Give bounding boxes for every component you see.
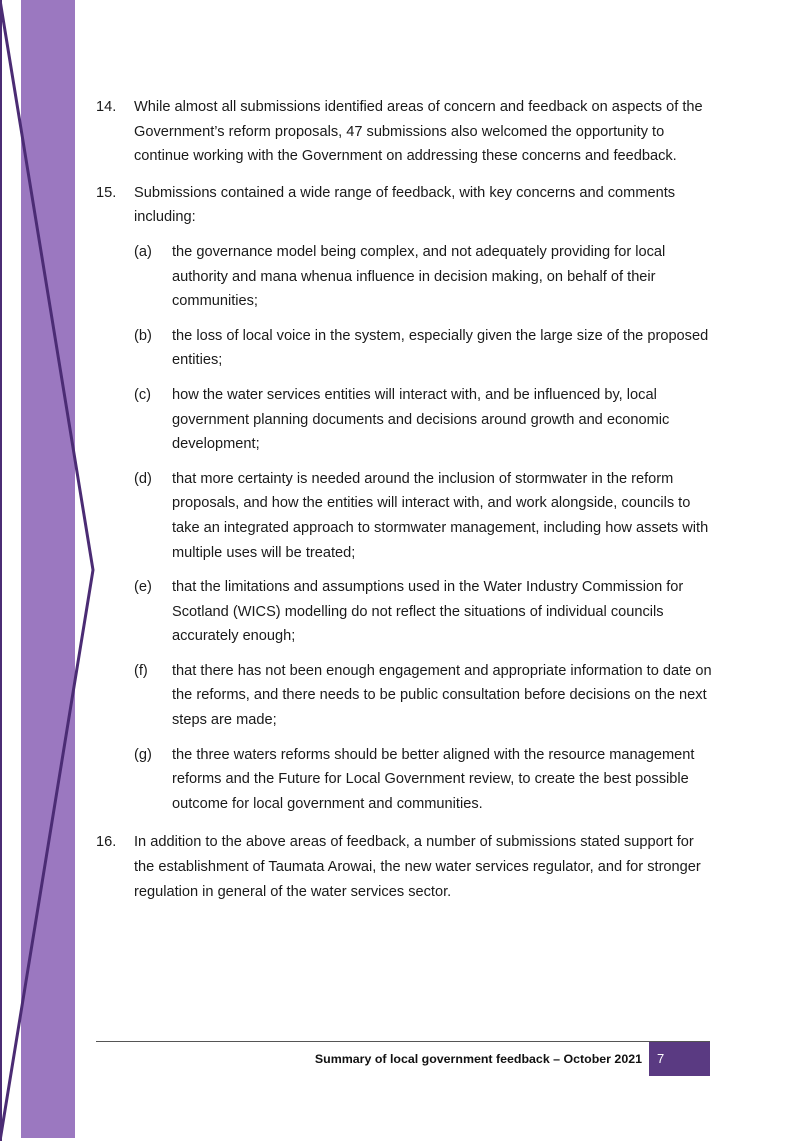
sub-item-c — [134, 383, 716, 457]
paragraph-15 — [96, 181, 716, 817]
paragraph-14 — [96, 95, 716, 169]
sub-item-g — [134, 743, 716, 817]
paragraph-number: 15. — [96, 184, 117, 201]
sub-item-label: (g) — [134, 746, 152, 763]
paragraph-text: In addition to the above areas of feedback, a number of submissions stated support for the establishment of Taumata Arowai, the new water services regulator, and for stronger regulation in general of the water services sector. — [134, 834, 701, 900]
footer-title: Summary of local government feedback – October 2021 — [314, 1052, 642, 1066]
sub-item-a — [134, 240, 716, 314]
sub-item-text: that more certainty is needed around the inclusion of stormwater in the reform proposals, and how the entities will interact with, and work alongside, councils to take an integrated approach to stormwater management, including how assets with multiple uses will be treated; — [172, 470, 709, 561]
sub-item-label: (b) — [134, 327, 152, 344]
sub-item-label: (f) — [134, 662, 148, 679]
sub-item-d — [134, 467, 716, 565]
paragraph-text: Submissions contained a wide range of feedback, with key concerns and comments including: — [134, 184, 676, 226]
sub-item-label: (a) — [134, 243, 152, 260]
sub-item-text: that there has not been enough engagement and appropriate information to date on the reforms, and there needs to be public consultation before decisions on the next steps are made; — [172, 662, 712, 729]
document-body — [96, 95, 716, 916]
sub-item-label: (e) — [134, 579, 152, 596]
paragraph-number: 16. — [96, 834, 117, 851]
sub-item-list — [134, 240, 716, 816]
sub-item-text: the loss of local voice in the system, especially given the large size of the proposed entities; — [172, 327, 709, 369]
sub-item-b — [134, 324, 716, 373]
sub-item-text: that the limitations and assumptions used in the Water Industry Commission for Scotland (WICS) modelling do not reflect the situations of individual councils accurately enough; — [172, 579, 684, 645]
sub-item-e — [134, 575, 716, 649]
page-number: 7 — [657, 1051, 665, 1066]
footer-divider — [96, 1041, 710, 1042]
paragraph-16 — [96, 830, 716, 904]
decorative-chevron-lines — [0, 0, 110, 1141]
page-number-box — [649, 1042, 710, 1076]
sub-item-label: (c) — [134, 386, 152, 403]
paragraph-number: 14. — [96, 99, 117, 115]
sub-item-text: how the water services entities will interact with, and be influenced by, local government planning documents and decisions around growth and economic development; — [172, 386, 670, 453]
sub-item-text: the governance model being complex, and not adequately providing for local authority and mana whenua influence in decision making, on behalf of their communities; — [172, 243, 666, 310]
sub-item-label: (d) — [134, 470, 152, 487]
paragraph-text: While almost all submissions identified areas of concern and feedback on aspects of the Government’s reform proposals, 47 submissions also welcomed the opportunity to continue working with the Government on addressing these concerns and feedback. — [134, 99, 703, 165]
sub-item-f — [134, 659, 716, 733]
sub-item-text: the three waters reforms should be better aligned with the resource management reforms and the Future for Local Government review, to create the best possible outcome for local government and communities. — [172, 746, 695, 812]
